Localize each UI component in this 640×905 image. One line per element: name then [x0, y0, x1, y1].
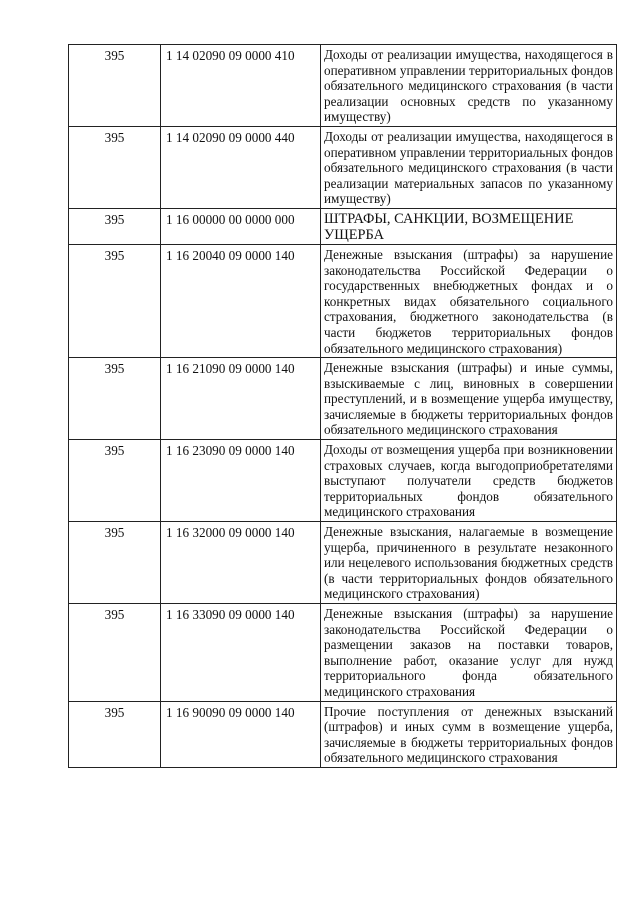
admin-code-cell: 395 [69, 126, 161, 208]
budget-code-cell: 1 14 02090 09 0000 410 [161, 45, 321, 127]
table-row [69, 45, 617, 127]
revenue-name-cell: Денежные взыскания (штрафы) за нарушение законодательства Российской Федерации о государственных внебюджетных фондах и о конкретных видах обязательного социального страхования, бюджетного законодательства (в части бюджетов территориальных фондов обязательного медицинского страхования) [321, 244, 617, 357]
revenue-name-cell: Денежные взыскания (штрафы) и иные суммы, взыскиваемые с лиц, виновных в совершении преступлений, и в возмещение ущерба имуществу, зачисляемые в бюджеты территориальных фондов обязательного медицинского страхования [321, 358, 617, 440]
admin-code-cell: 395 [69, 604, 161, 702]
table-row [69, 358, 617, 440]
admin-code-cell: 395 [69, 440, 161, 522]
revenue-codes-table [68, 44, 617, 768]
revenue-name-cell: Доходы от реализации имущества, находящегося в оперативном управлении территориальных фондов обязательного медицинского страхования (в части реализации материальных запасов по указанному имуществу) [321, 126, 617, 208]
admin-code-cell: 395 [69, 701, 161, 767]
budget-code-cell: 1 16 33090 09 0000 140 [161, 604, 321, 702]
budget-code-cell: 1 16 20040 09 0000 140 [161, 244, 321, 357]
budget-code-cell: 1 16 21090 09 0000 140 [161, 358, 321, 440]
table-row [69, 701, 617, 767]
table-body [69, 45, 617, 768]
revenue-name-cell: Доходы от реализации имущества, находящегося в оперативном управлении территориальных фондов обязательного медицинского страхования (в части реализации основных средств по указанному имуществу) [321, 45, 617, 127]
budget-code-cell: 1 14 02090 09 0000 440 [161, 126, 321, 208]
revenue-name-cell: Денежные взыскания, налагаемые в возмещение ущерба, причиненного в результате незаконного или нецелевого использования бюджетных средств (в части территориальных фондов обязательного медицинского страхования) [321, 522, 617, 604]
table-row [69, 522, 617, 604]
table-row [69, 440, 617, 522]
budget-code-cell: 1 16 32000 09 0000 140 [161, 522, 321, 604]
revenue-name-cell: Доходы от возмещения ущерба при возникновении страховых случаев, когда выгодоприобретателями выступают получатели средств бюджетов территориальных фондов обязательного медицинского страхования [321, 440, 617, 522]
admin-code-cell: 395 [69, 45, 161, 127]
revenue-name-cell: Прочие поступления от денежных взысканий (штрафов) и иных сумм в возмещение ущерба, зачисляемые в бюджеты территориальных фондов обязательного медицинского страхования [321, 701, 617, 767]
budget-code-cell: 1 16 90090 09 0000 140 [161, 701, 321, 767]
admin-code-cell: 395 [69, 522, 161, 604]
budget-code-cell: 1 16 00000 00 0000 000 [161, 208, 321, 244]
section-heading-cell: ШТРАФЫ, САНКЦИИ, ВОЗМЕЩЕНИЕ УЩЕРБА [321, 208, 617, 244]
table-row-section-heading [69, 208, 617, 244]
table-row [69, 126, 617, 208]
table-row [69, 244, 617, 357]
admin-code-cell: 395 [69, 208, 161, 244]
admin-code-cell: 395 [69, 358, 161, 440]
budget-code-cell: 1 16 23090 09 0000 140 [161, 440, 321, 522]
table-row [69, 604, 617, 702]
revenue-name-cell: Денежные взыскания (штрафы) за нарушение законодательства Российской Федерации о размещении заказов на поставки товаров, выполнение работ, оказание услуг для нужд территориального фонда обязательного медицинского страхования [321, 604, 617, 702]
admin-code-cell: 395 [69, 244, 161, 357]
